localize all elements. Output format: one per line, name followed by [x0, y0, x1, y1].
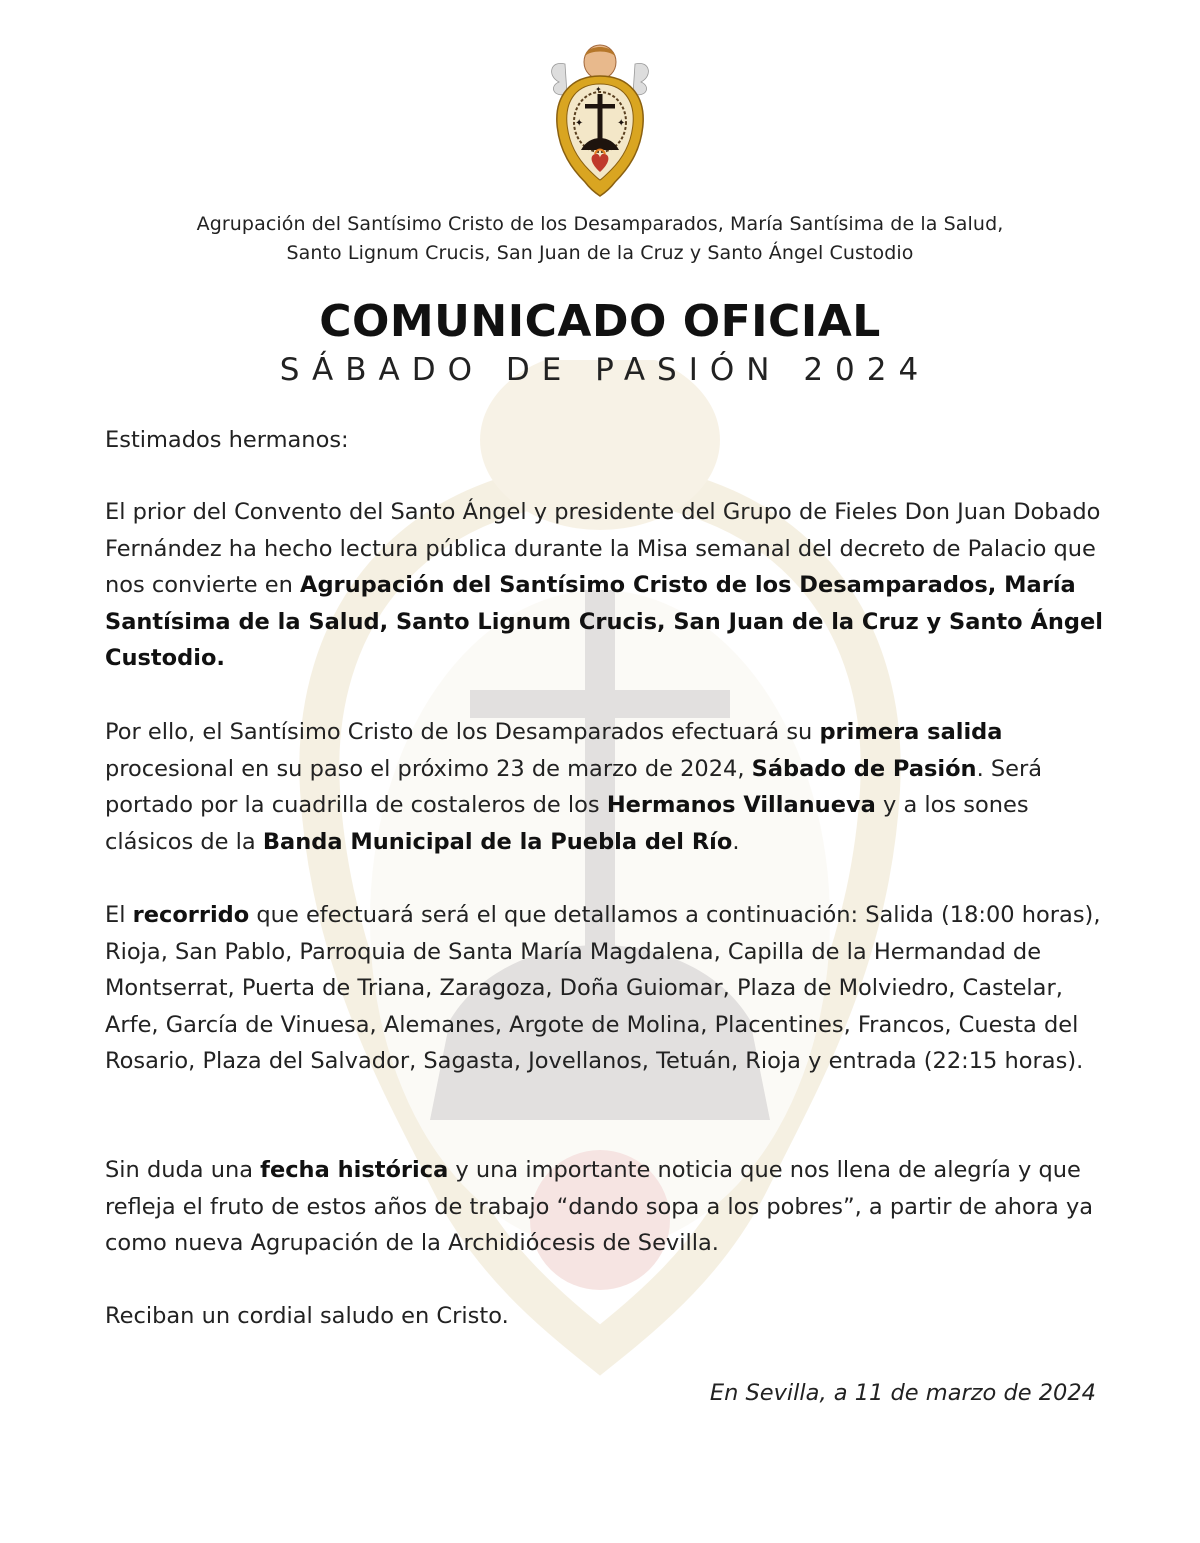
- closing-greeting: Reciban un cordial saludo en Cristo.: [105, 1303, 509, 1329]
- route-text-2: que efectuará será el que detallamos a continuación: Salida (18:00 horas), Rioja, San Pablo, Parroquia de Santa María Magdalena, Capilla de la Hermandad de Montserrat, Puerta de Triana, Zaragoza, Doña Guiomar, Plaza de Molviedro, Castelar, Arfe, García de Vinuesa, Alemanes, Argote de Molina, Placentines, Francos, Cuesta del Rosario, Plaza del Salvador, Sagasta, Jovellanos, Tetuán, Rioja y entrada (22:15 horas).: [105, 902, 1101, 1074]
- paragraph-first-procession: [105, 714, 1105, 860]
- greeting: Estimados hermanos:: [105, 427, 349, 453]
- procession-text-1: Por ello, el Santísimo Cristo de los Desamparados efectuará su: [105, 719, 820, 745]
- paragraph-decree: [105, 494, 1105, 677]
- paragraph-decree-bold: Agrupación del Santísimo Cristo de los Desamparados, María Santísima de la Salud, Santo Lignum Crucis, San Juan de la Cruz y Santo Ángel Custodio.: [105, 572, 1103, 671]
- brotherhood-emblem: [545, 42, 655, 198]
- paragraph-historic-date: [105, 1152, 1105, 1262]
- procession-text-4: y a los sones clásicos de la: [105, 792, 1029, 855]
- organization-name-line-1: Agrupación del Santísimo Cristo de los Desamparados, María Santísima de la Salud,: [196, 213, 1004, 235]
- procession-text-3: . Será portado por la cuadrilla de costaleros de los: [105, 755, 1043, 818]
- svg-text:✦: ✦: [617, 118, 626, 129]
- procession-bold-1: primera salida: [819, 719, 1003, 745]
- page-title: COMUNICADO OFICIAL: [319, 296, 881, 347]
- paragraph-decree-text: El prior del Convento del Santo Ángel y presidente del Grupo de Fieles Don Juan Dobado Fernández ha hecho lectura pública durante la Misa semanal del decreto de Palacio que nos convierte en: [105, 499, 1101, 598]
- paragraph-route: [105, 897, 1105, 1080]
- procession-bold-2: Sábado de Pasión: [751, 755, 977, 782]
- route-bold-1: recorrido: [132, 902, 250, 928]
- page-subtitle: SÁBADO DE PASIÓN 2024: [279, 352, 931, 388]
- route-text-1: El: [105, 902, 133, 928]
- signoff-date: En Sevilla, a 11 de marzo de 2024: [709, 1380, 1096, 1406]
- procession-bold-4: Banda Municipal de la Puebla del Río: [262, 828, 733, 855]
- svg-text:✦: ✦: [575, 118, 584, 129]
- historic-text-2: y una importante noticia que nos llena de alegría y que refleja el fruto de estos años de trabajo “dando sopa a los pobres”, a partir de ahora ya como nueva Agrupación de la Archidiócesis de Sevilla.: [105, 1157, 1094, 1256]
- procession-text-5: .: [732, 828, 740, 855]
- historic-bold-1: fecha histórica: [260, 1157, 449, 1183]
- procession-bold-3: Hermanos Villanueva: [606, 792, 876, 818]
- svg-text:✦: ✦: [595, 85, 602, 94]
- historic-text-1: Sin duda una: [105, 1157, 261, 1183]
- procession-text-2: procesional en su paso el próximo 23 de marzo de 2024,: [105, 755, 752, 782]
- organization-name-line-2: Santo Lignum Crucis, San Juan de la Cruz y Santo Ángel Custodio: [286, 242, 914, 264]
